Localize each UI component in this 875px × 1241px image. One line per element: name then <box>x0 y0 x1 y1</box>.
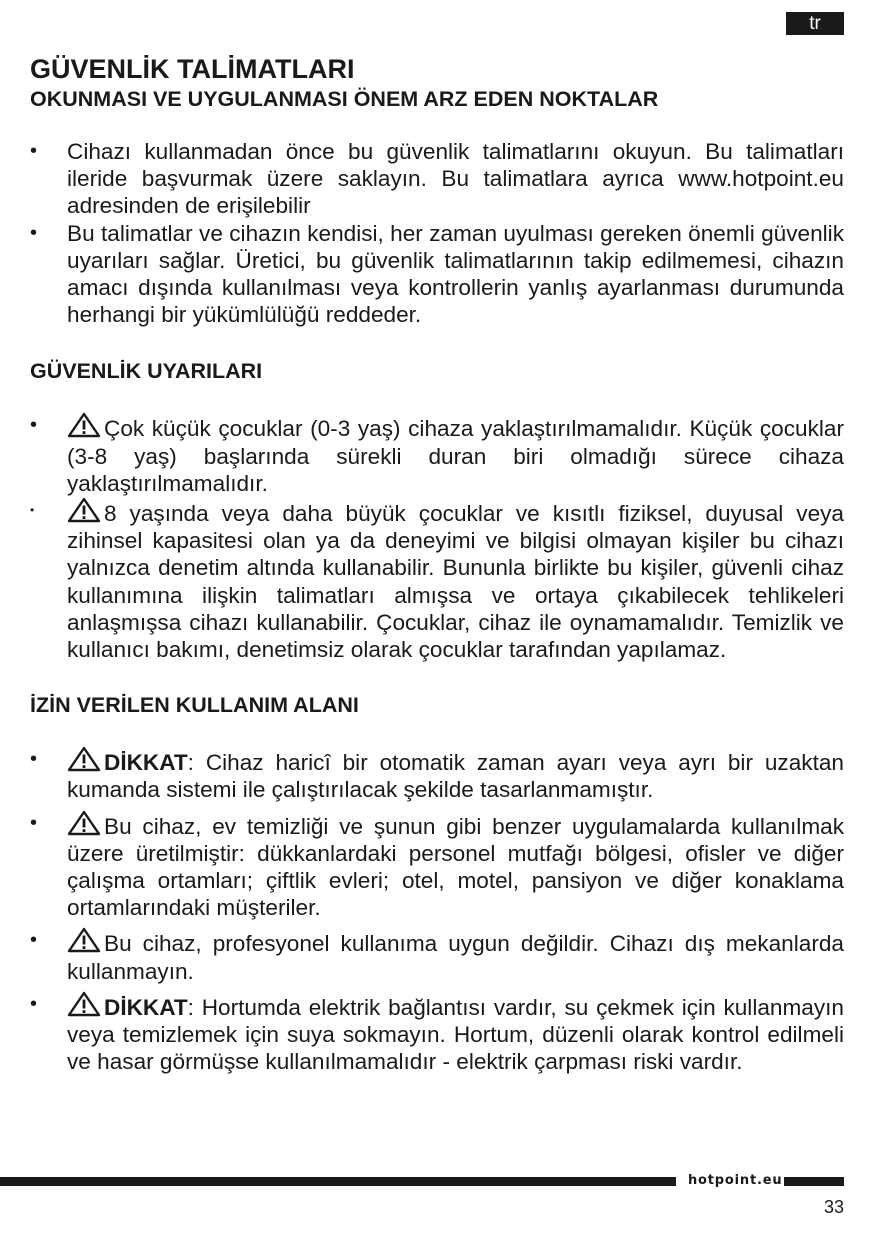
bullet-icon: • <box>30 414 38 437</box>
warning-triangle-icon <box>67 412 101 438</box>
intro-list <box>30 138 844 328</box>
warning-item-text: 8 yaşında veya daha büyük çocuklar ve kısıtlı fiziksel, duyusal veya zihinsel kapasitesi olan ya da deneyimi ve bilgisi olmayan kişiler bu cihazı yalnızca denetim altında kullanabilir. Bununla birlikte bu kişiler, güvenli cihaz kullanımına ilişkin talimatları almışsa ve ortaya çıkabilecek tehlikeleri anlaşmışsa cihazı kullanabilir. Çocuklar, cihaz ile oynamamalıdır. Temizlik ve kullanıcı bakımı, denetimsiz olarak çocuklar tarafından yapılamaz. <box>67 501 844 663</box>
bullet-icon: • <box>30 503 35 518</box>
list-item <box>30 746 844 803</box>
language-tag: tr <box>786 12 844 35</box>
warning-triangle-icon <box>67 927 101 953</box>
list-item <box>30 810 844 922</box>
list-item <box>30 991 844 1076</box>
list-item <box>30 220 844 329</box>
permitted-item-text: : Cihaz haricî bir otomatik zaman ayarı veya ayrı bir uzaktan kumanda sistemi ile çalıştırılacak şekilde tasarlanmamıştır. <box>67 750 844 803</box>
list-item <box>30 497 844 663</box>
intro-item-text: Cihazı kullanmadan önce bu güvenlik talimatlarını okuyun. Bu talimatları ileride başvurmak üzere saklayın. Bu talimatlara ayrıca www.hotpoint.eu adresinden de erişilebilir <box>67 139 844 219</box>
section-heading-permitted-use: İZİN VERİLEN KULLANIM ALANI <box>30 693 359 718</box>
warning-triangle-icon <box>67 991 101 1017</box>
caution-label: DİKKAT <box>104 994 188 1020</box>
bullet-icon: • <box>30 992 38 1015</box>
page-title: GÜVENLİK TALİMATLARI <box>30 54 355 84</box>
list-item <box>30 927 844 984</box>
list-item <box>30 412 844 497</box>
safety-warnings-list <box>30 412 844 663</box>
caution-label: DİKKAT <box>104 750 188 776</box>
bullet-icon: • <box>30 748 38 771</box>
bullet-icon: • <box>30 221 38 244</box>
warning-triangle-icon <box>67 497 101 523</box>
section-heading-safety-warnings: GÜVENLİK UYARILARI <box>30 359 263 384</box>
warning-item-text: Çok küçük çocuklar (0-3 yaş) cihaza yaklaştırılmamalıdır. Küçük çocuklar (3-8 yaş) başlarında sürekli duran biri olmadığı sürece cihaza yaklaştırılmamalıdır. <box>67 416 844 496</box>
document-body <box>30 52 844 1081</box>
permitted-item-text: Bu cihaz, ev temizliği ve şunun gibi benzer uygulamalarda kullanılmak üzere üretilmiştir: dükkanlardaki personel mutfağı bölgesi, ofisler ve diğer çalışma ortamları; çiftlik evleri; otel, motel, pansiyon ve diğer konaklama ortamlarındaki müşteriler. <box>67 813 844 921</box>
warning-triangle-icon <box>67 810 101 836</box>
permitted-item-text: Bu cihaz, profesyonel kullanıma uygun değildir. Cihazı dış mekanlarda kullanmayın. <box>67 931 844 984</box>
list-item <box>30 138 844 220</box>
permitted-item-text: : Hortumda elektrik bağlantısı vardır, su çekmek için kullanmayın veya temizlemek için suya sokmayın. Hortum, düzenli olarak kontrol edilmeli ve hasar görmüşse kullanılmamalıdır - elektrik çarpması riski vardır. <box>67 994 844 1075</box>
page-number: 33 <box>823 1197 844 1217</box>
bullet-icon: • <box>30 140 38 162</box>
footer-divider-left <box>0 1177 676 1186</box>
footer-divider-right <box>784 1177 844 1186</box>
warning-triangle-icon <box>67 746 101 772</box>
permitted-use-list <box>30 746 844 1075</box>
bullet-icon: • <box>30 929 38 952</box>
bullet-icon: • <box>30 811 38 834</box>
footer-brand: hotpoint.eu <box>688 1173 783 1188</box>
intro-item-text: Bu talimatlar ve cihazın kendisi, her zaman uyulması gereken önemli güvenlik uyarıları sağlar. Üretici, bu güvenlik talimatlarının takip edilmemesi, cihazın amacı dışında kullanılması veya kontrollerin yanlış ayarlanması durumunda herhangi bir yükümlülüğü reddeder. <box>67 220 844 328</box>
page-subtitle: OKUNMASI VE UYGULANMASI ÖNEM ARZ EDEN NOKTALAR <box>30 87 659 111</box>
